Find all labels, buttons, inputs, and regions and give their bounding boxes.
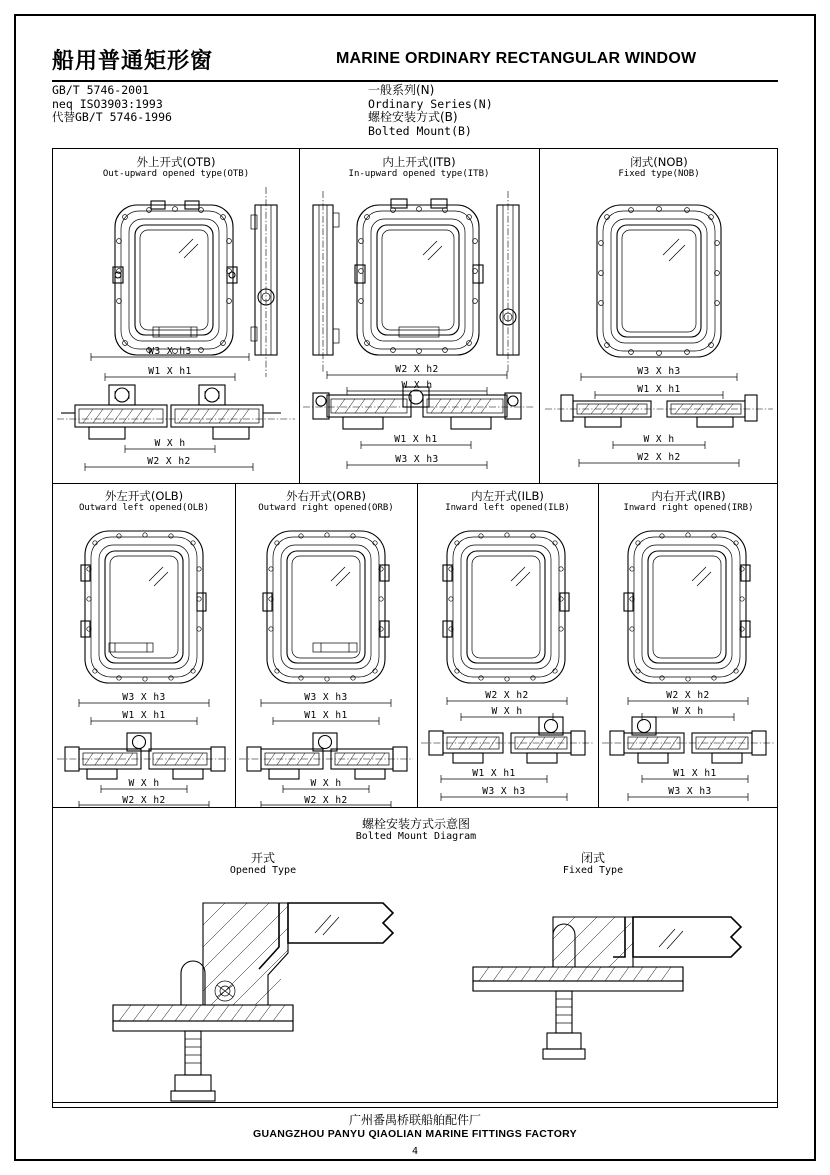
fixed-type-label-cn: 闭式 (580, 851, 605, 865)
fixed-type-label-en: Fixed Type (562, 865, 624, 876)
opened-type-label-en: Opened Type (229, 865, 297, 876)
drawing-itb (299, 187, 539, 482)
dim-irb-2: W X h (672, 706, 704, 717)
page-number: 4 (411, 1146, 419, 1157)
caption-ilb (417, 489, 598, 514)
drawing-olb (53, 521, 235, 807)
dim-itb-1: W2 X h2 (395, 364, 439, 375)
caption-nob-en: Fixed type(NOB) (618, 169, 700, 179)
bolted-mount-title-en: Bolted Mount Diagram (355, 831, 477, 842)
cell-itb (299, 149, 539, 483)
dim-olb-1: W3 X h3 (122, 692, 166, 703)
mount-chinese: 螺栓安装方式(B) (368, 110, 458, 124)
caption-irb (598, 489, 779, 514)
page-footer (0, 1113, 830, 1141)
cell-ilb (417, 483, 598, 807)
dim-nob-1: W3 X h3 (637, 366, 681, 377)
dim-nob-4: W2 X h2 (637, 452, 681, 463)
dim-irb-3: W1 X h1 (673, 768, 717, 779)
bolted-mount-title (53, 817, 779, 843)
drawing-irb (598, 521, 779, 807)
dim-ilb-4: W3 X h3 (482, 786, 526, 797)
dim-olb-4: W2 X h2 (122, 795, 166, 806)
page-title-english: MARINE ORDINARY RECTANGULAR WINDOW (336, 50, 697, 67)
caption-ilb-cn: 内左开式(ILB) (471, 489, 544, 503)
standard-line-3: 代替GB/T 5746-1996 (52, 110, 172, 124)
bolted-mount-title-cn: 螺栓安装方式示意图 (361, 817, 470, 831)
dim-otb-3: W X h (154, 438, 186, 449)
page-header (52, 46, 778, 82)
dim-ilb-2: W X h (491, 706, 523, 717)
dim-ilb-3: W1 X h1 (472, 768, 516, 779)
caption-olb (53, 489, 235, 514)
drawing-grid (52, 148, 778, 1108)
caption-irb-cn: 内右开式(IRB) (651, 489, 726, 503)
opened-type-label-cn: 开式 (250, 851, 275, 865)
drawing-otb (53, 187, 299, 482)
series-block (368, 84, 493, 138)
dim-itb-4: W3 X h3 (395, 454, 439, 465)
dim-otb-2: W1 X h1 (148, 366, 192, 377)
caption-nob (539, 155, 779, 180)
caption-itb (299, 155, 539, 180)
fixed-type-label (493, 851, 693, 877)
drawing-nob (539, 187, 779, 482)
dim-otb-1: W3 X h3 (148, 346, 192, 357)
dim-irb-1: W2 X h2 (666, 690, 710, 701)
dim-orb-4: W2 X h2 (304, 795, 348, 806)
dim-itb-3: W1 X h1 (394, 434, 438, 445)
caption-orb (235, 489, 417, 514)
company-name-en: GUANGZHOU PANYU QIAOLIAN MARINE FITTINGS FACTORY (253, 1128, 577, 1140)
cell-bolted-mount-diagram (53, 807, 779, 1108)
standard-line-1: GB/T 5746-2001 (52, 83, 149, 97)
dim-ilb-1: W2 X h2 (485, 690, 529, 701)
dim-orb-3: W X h (310, 778, 342, 789)
cell-irb (598, 483, 779, 807)
footer-divider (52, 1102, 778, 1103)
opened-type-label (163, 851, 363, 877)
dim-olb-2: W1 X h1 (122, 710, 166, 721)
caption-irb-en: Inward right opened(IRB) (623, 503, 754, 513)
series-chinese: 一般系列(N) (368, 83, 435, 97)
cell-otb (53, 149, 299, 483)
drawing-orb (235, 521, 417, 807)
page-title-chinese: 船用普通矩形窗 (52, 49, 214, 74)
dim-otb-4: W2 X h2 (147, 456, 191, 467)
standard-line-2: neq ISO3903:1993 (52, 96, 163, 111)
caption-olb-cn: 外左开式(OLB) (104, 489, 184, 503)
caption-itb-en: In-upward opened type(ITB) (348, 169, 490, 179)
caption-orb-cn: 外右开式(ORB) (286, 489, 366, 503)
drawing-bolted-mount (53, 895, 779, 1105)
dim-irb-4: W3 X h3 (668, 786, 712, 797)
series-english: Ordinary Series(N) (368, 96, 493, 111)
caption-otb-cn: 外上开式(OTB) (136, 155, 216, 169)
mount-english: Bolted Mount(B) (368, 123, 472, 138)
dim-nob-2: W1 X h1 (637, 384, 681, 395)
company-name-cn: 广州番禺桥联船舶配件厂 (348, 1113, 481, 1127)
dim-nob-3: W X h (643, 434, 675, 445)
dim-itb-2: W X h (401, 380, 433, 391)
caption-otb (53, 155, 299, 180)
dim-olb-3: W X h (128, 778, 160, 789)
cell-nob (539, 149, 779, 483)
caption-nob-cn: 闭式(NOB) (630, 155, 688, 169)
drawing-ilb (417, 521, 598, 807)
caption-ilb-en: Inward left opened(ILB) (445, 503, 570, 513)
cell-orb (235, 483, 417, 807)
caption-olb-en: Outward left opened(OLB) (78, 503, 210, 513)
standard-number-block (52, 84, 172, 125)
dim-orb-1: W3 X h3 (304, 692, 348, 703)
cell-olb (53, 483, 235, 807)
caption-otb-en: Out-upward opened type(OTB) (102, 169, 250, 179)
caption-orb-en: Outward right opened(ORB) (258, 503, 394, 513)
caption-itb-cn: 内上开式(ITB) (382, 155, 456, 169)
dim-orb-2: W1 X h1 (304, 710, 348, 721)
